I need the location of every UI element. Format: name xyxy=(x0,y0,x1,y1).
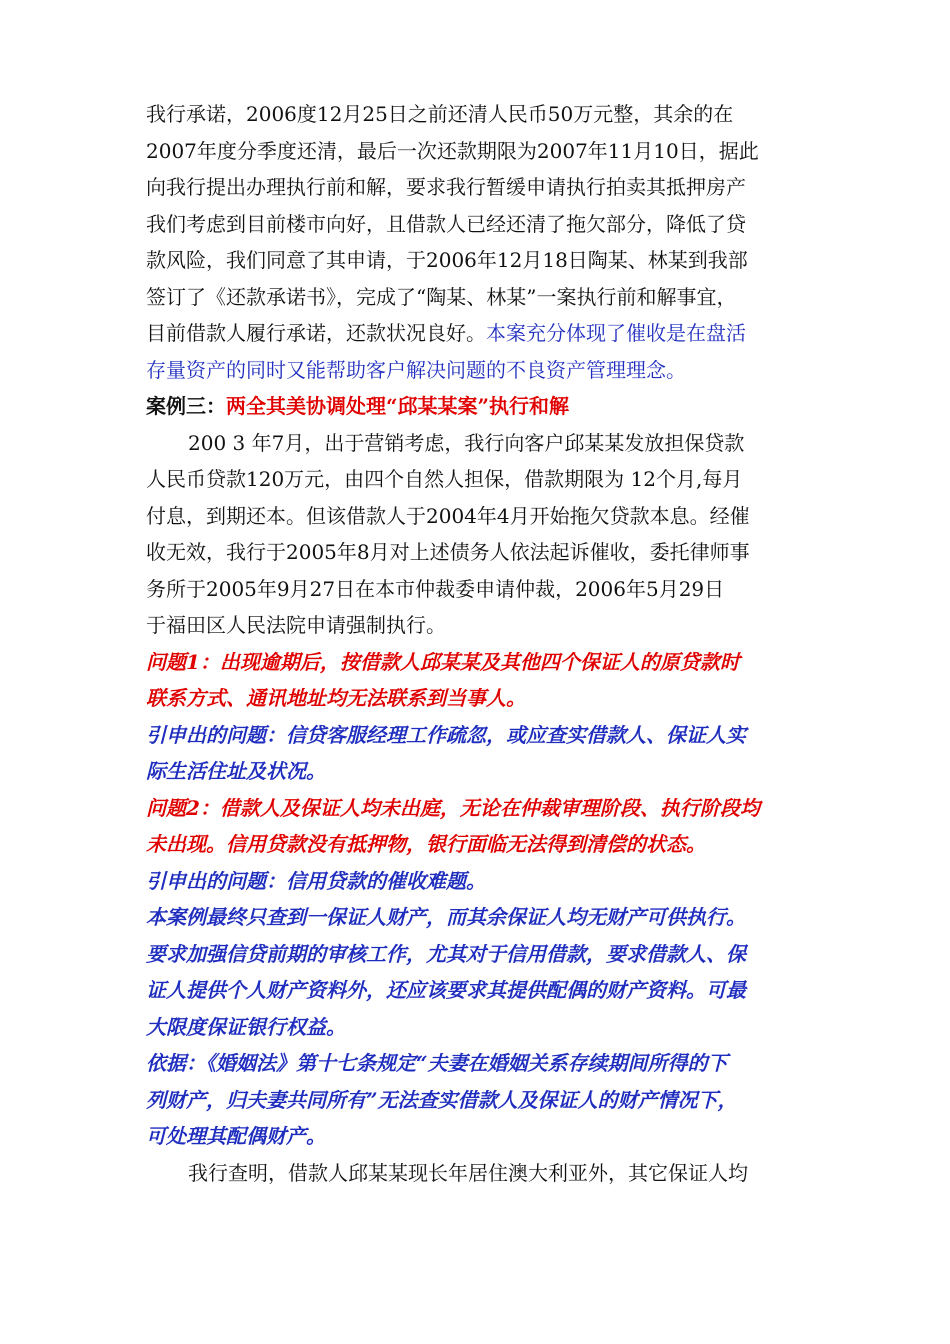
body-line: 200 3 年7月，出于营销考虑，我行向客户邱某某发放担保贷款 xyxy=(188,430,745,455)
derived-problem-line: 际生活住址及状况。 xyxy=(146,759,326,783)
body-line-mixed xyxy=(146,315,810,352)
derived-problem-line: 引申出的问题：信用贷款的催收难题。 xyxy=(146,868,486,893)
document-body xyxy=(146,96,810,1191)
problem-line: 未出现。信用贷款没有抵押物，银行面临无法得到清偿的状态。 xyxy=(146,832,706,856)
body-line: 我行查明，借款人邱某某现长年居住澳大利亚外，其它保证人均 xyxy=(188,1160,748,1185)
case-title: 两全其美协调处理“邱某某案”执行和解 xyxy=(226,394,570,418)
problem-line: 联系方式、通讯地址均无法联系到当事人。 xyxy=(146,686,526,710)
derived-problem-line: 引申出的问题：信贷客服经理工作疏忽，或应查实借款人、保证人实 xyxy=(146,722,746,747)
basis-line: 依据：《婚姻法》第十七条规定“夫妻在婚姻关系存续期间所得的下 xyxy=(146,1051,728,1075)
problem-line: 问题1：出现逾期后，按借款人邱某某及其他四个保证人的原贷款时 xyxy=(146,649,740,674)
body-line: 2007年度分季度还清，最后一次还款期限为2007年11月10日，据此 xyxy=(146,138,759,163)
case-label: 案例三： xyxy=(146,394,226,418)
conclusion-line: 本案例最终只查到一保证人财产，而其余保证人均无财产可供执行。 xyxy=(146,905,746,929)
body-line: 人民币贷款120万元，由四个自然人担保，借款期限为 12个月,每月 xyxy=(146,467,743,491)
body-line: 收无效，我行于2005年8月对上述债务人依法起诉催收，委托律师事 xyxy=(146,540,750,564)
case-heading xyxy=(146,388,810,425)
body-text: 目前借款人履行承诺，还款状况良好。 xyxy=(146,321,486,345)
body-line: 向我行提出办理执行前和解，要求我行暂缓申请执行拍卖其抵押房产 xyxy=(146,175,746,199)
body-line: 我们考虑到目前楼市向好，且借款人已经还清了拖欠部分，降低了贷 xyxy=(146,211,746,236)
body-line: 签订了《还款承诺书》，完成了“陶某、林某”一案执行前和解事宜， xyxy=(146,284,737,309)
body-line: 务所于2005年9月27日在本市仲裁委申请仲裁，2006年5月29日 xyxy=(146,576,725,601)
conclusion-line: 大限度保证银行权益。 xyxy=(146,1014,346,1039)
conclusion-line: 证人提供个人财产资料外，还应该要求其提供配偶的财产资料。可最 xyxy=(146,978,746,1002)
basis-line: 可处理其配偶财产。 xyxy=(146,1124,326,1148)
basis-line: 列财产，归夫妻共同所有”无法查实借款人及保证人的财产情况下， xyxy=(146,1087,738,1112)
conclusion-line: 要求加强信贷前期的审核工作，尤其对于信用借款，要求借款人、保 xyxy=(146,941,746,966)
body-line: 于福田区人民法院申请强制执行。 xyxy=(146,613,446,637)
body-line: 款风险，我们同意了其申请，于2006年12月18日陶某、林某到我部 xyxy=(146,248,748,272)
highlight-line: 存量资产的同时又能帮助客户解决问题的不良资产管理理念。 xyxy=(146,357,686,382)
body-line: 付息，到期还本。但该借款人于2004年4月开始拖欠贷款本息。经催 xyxy=(146,503,750,528)
highlight-text: 本案充分体现了催收是在盘活 xyxy=(486,321,746,345)
body-line: 我行承诺，2006度12月25日之前还清人民币50万元整，其余的在 xyxy=(146,102,734,126)
problem-line: 问题2：借款人及保证人均未出庭，无论在仲裁审理阶段、执行阶段均 xyxy=(146,795,760,820)
